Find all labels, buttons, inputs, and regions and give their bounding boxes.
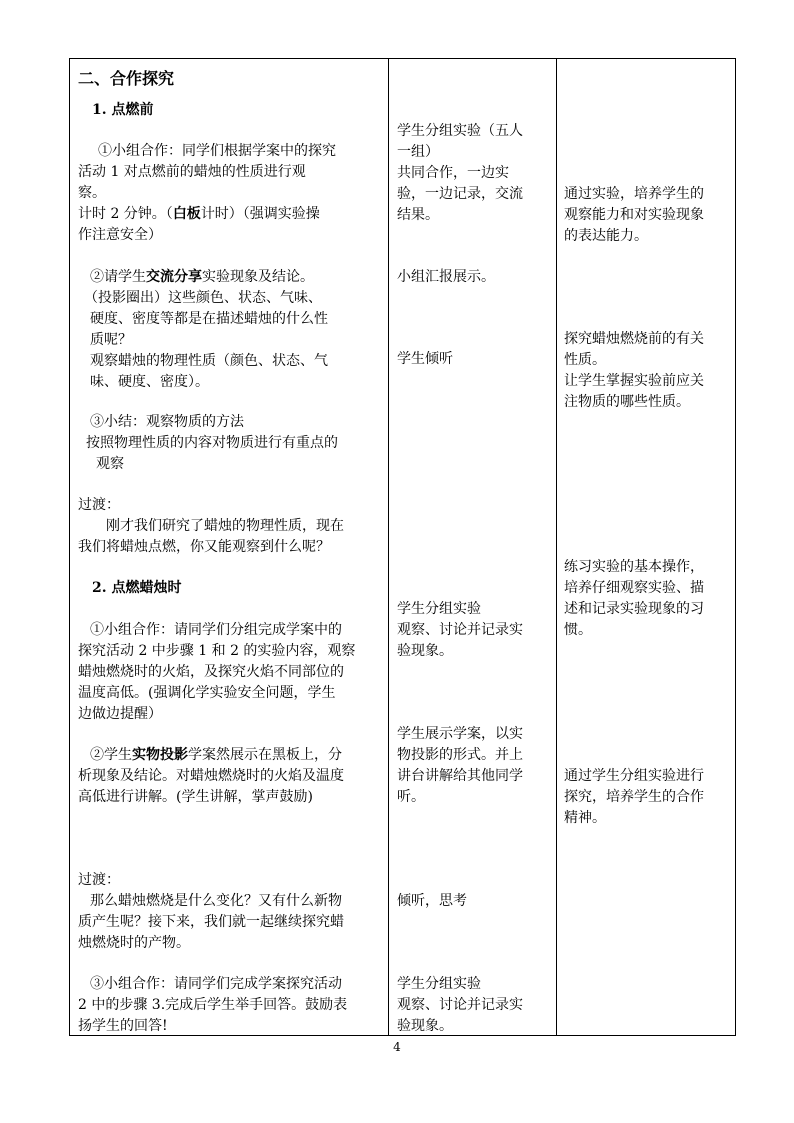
student-text: 验现象。 [397,1018,453,1034]
intent-text: 精神。 [564,810,606,826]
teacher-text: ③小结：观察物质的方法 [90,414,244,430]
student-text: 验，一边记录，交流 [397,186,523,202]
student-text: 学生分组实验 [397,601,481,617]
student-text: 观察、讨论并记录实 [397,622,523,638]
teacher-text: 质呢？ [90,332,132,348]
transition-label: 过渡： [78,497,120,513]
teacher-text: 烛燃烧时的产物。 [78,935,190,951]
teacher-text: 观察蜡烛的物理性质（颜色、状态、气 [90,353,328,369]
student-text: 小组汇报展示。 [397,269,495,285]
teacher-text: 硬度、密度等都是在描述蜡烛的什么性 [90,311,328,327]
column-divider-2 [556,59,557,1035]
lesson-table [69,58,736,1036]
intent-text: 让学生掌握实验前应关 [564,373,704,389]
teacher-text: 那么蜡烛燃烧是什么变化？又有什么新物 [90,893,342,909]
intent-text: 述和记录实验现象的习 [564,601,704,617]
teacher-text: 计时 2 分钟。（白板计时）（强调实验操 [78,206,320,222]
teacher-text: ②学生实物投影学案然展示在黑板上，分 [90,747,342,763]
teacher-text: （投影圈出）这些颜色、状态、气味、 [84,290,322,306]
teacher-text: ③小组合作：请同学们完成学案探究活动 [90,976,342,992]
student-text: 听。 [397,789,425,805]
student-text: 一组） [397,144,439,160]
teacher-text: 质产生呢？接下来，我们就一起继续探究蜡 [78,914,344,930]
student-text: 观察、讨论并记录实 [397,997,523,1013]
intent-text: 练习实验的基本操作， [564,559,704,575]
bold-term: 白板 [172,206,201,222]
teacher-text: ①小组合作：同学们根据学案中的探究 [98,143,336,159]
teacher-text: ②请学生交流分享实验现象及结论。 [90,269,314,285]
teacher-text: 作注意安全） [78,227,162,243]
teacher-text: 扬学生的回答! [78,1018,168,1034]
student-text: 学生分组实验（五人 [397,123,523,139]
teacher-text: 2 中的步骤 3.完成后学生举手回答。鼓励表 [78,997,348,1013]
intent-text: 通过实验，培养学生的 [564,186,704,202]
teacher-text: 味、硬度、密度）。 [90,374,209,390]
intent-text: 通过学生分组实验进行 [564,768,704,784]
teacher-text: 察。 [78,185,106,201]
teacher-text: 活动 1 对点燃前的蜡烛的性质进行观 [78,164,306,180]
student-text: 物投影的形式。并上 [397,747,523,763]
intent-text: 性质。 [564,352,606,368]
intent-text: 探究蜡烛燃烧前的有关 [564,331,704,347]
teacher-text: 我们将蜡烛点燃，你又能观察到什么呢？ [78,539,330,555]
intent-text: 探究，培养学生的合作 [564,789,704,805]
student-text: 学生分组实验 [397,976,481,992]
page-number: 4 [393,1040,401,1054]
intent-text: 的表达能力。 [564,228,648,244]
teacher-text: 边做边提醒） [78,706,162,722]
teacher-text: 温度高低。(强调化学实验安全问题，学生 [78,685,336,701]
student-text: 共同合作，一边实 [397,165,509,181]
bold-term: 实物投影 [132,747,188,763]
teacher-text: 高低进行讲解。(学生讲解，掌声鼓励) [78,789,313,805]
teacher-text: 按照物理性质的内容对物质进行有重点的 [86,435,338,451]
student-text: 验现象。 [397,643,453,659]
teacher-text: ①小组合作：请同学们分组完成学案中的 [90,622,342,638]
teacher-text: 探究活动 2 中步骤 1 和 2 的实验内容，观察 [78,643,356,659]
teacher-text: 蜡烛燃烧时的火焰，及探究火焰不同部位的 [78,664,344,680]
teacher-text: 刚才我们研究了蜡烛的物理性质，现在 [106,518,344,534]
student-text: 讲台讲解给其他同学 [397,768,523,784]
intent-text: 惯。 [564,622,592,638]
subsection-title-2: 2. 点燃蜡烛时 [92,580,182,596]
subsection-title-1: 1. 点燃前 [92,102,154,118]
transition-label: 过渡： [78,872,120,888]
teacher-text: 析现象及结论。对蜡烛燃烧时的火焰及温度 [78,768,344,784]
section-title: 二、合作探究 [78,69,175,88]
student-text: 倾听，思考 [397,893,467,909]
intent-text: 观察能力和对实验现象 [564,207,704,223]
student-text: 结果。 [397,207,439,223]
column-divider-1 [388,59,389,1035]
intent-text: 注物质的哪些性质。 [564,394,690,410]
teacher-text: 观察 [96,456,124,472]
intent-text: 培养仔细观察实验、描 [564,580,704,596]
student-text: 学生展示学案，以实 [397,726,523,742]
bold-term: 交流分享 [146,269,202,285]
student-text: 学生倾听 [397,351,453,367]
